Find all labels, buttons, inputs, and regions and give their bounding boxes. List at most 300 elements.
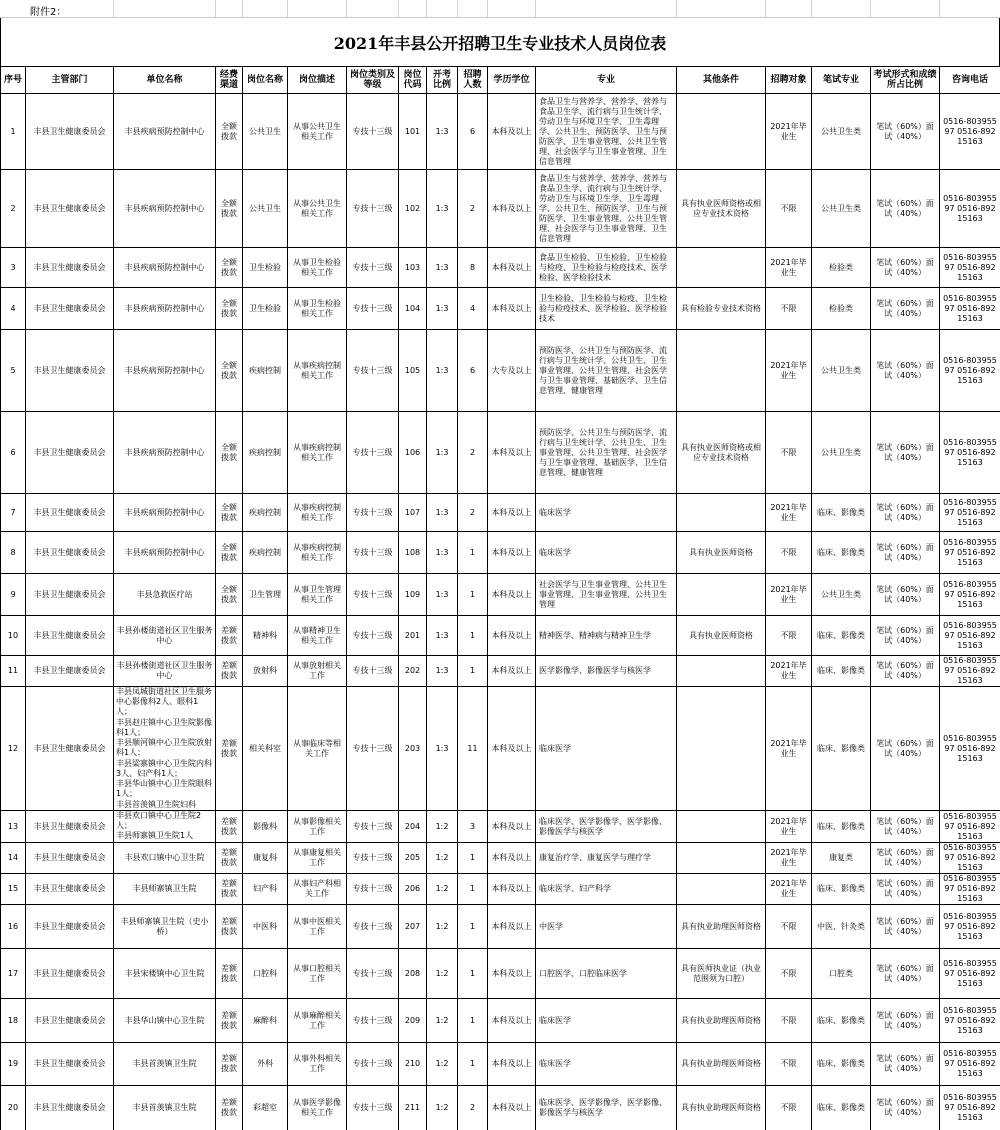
department: 丰县卫生健康委员会 xyxy=(26,574,114,616)
funding-type: 差额拨款 xyxy=(216,999,243,1043)
other-conditions: 具有执业医师资格 xyxy=(677,532,766,574)
table-row xyxy=(1,1086,1000,1130)
recruit-target: 不限 xyxy=(766,616,812,656)
unit-name-line: 丰县顺河镇中心卫生院放射科1人； xyxy=(116,738,213,758)
department: 丰县卫生健康委员会 xyxy=(26,94,114,170)
post-description: 从事卫生检验相关工作 xyxy=(288,248,347,288)
exam-form: 笔试（60%）面试（40%） xyxy=(871,874,940,905)
exam-ratio: 1:2 xyxy=(427,874,458,905)
recruit-target: 2021年毕业生 xyxy=(766,811,812,843)
major: 临床医学 xyxy=(536,999,677,1043)
department: 丰县卫生健康委员会 xyxy=(26,999,114,1043)
row-number: 7 xyxy=(1,494,26,532)
post-code: 211 xyxy=(399,1086,427,1130)
department: 丰县卫生健康委员会 xyxy=(26,905,114,949)
table-row xyxy=(1,616,1000,656)
exam-form: 笔试（60%）面试（40%） xyxy=(871,656,940,687)
written-exam-major: 临床、影像类 xyxy=(812,1043,871,1086)
col-header: 岗位代码 xyxy=(399,67,427,94)
education: 本科及以上 xyxy=(488,616,536,656)
table-row xyxy=(1,532,1000,574)
department: 丰县卫生健康委员会 xyxy=(26,656,114,687)
grid-line xyxy=(287,0,288,18)
col-header: 经费渠道 xyxy=(216,67,243,94)
education: 本科及以上 xyxy=(488,170,536,248)
funding-type: 全额拨款 xyxy=(216,248,243,288)
hire-count: 2 xyxy=(458,1086,488,1130)
post-level: 专技十三级 xyxy=(347,656,399,687)
major: 临床医学 xyxy=(536,687,677,811)
post-name: 彩超室 xyxy=(243,1086,288,1130)
exam-ratio: 1:3 xyxy=(427,656,458,687)
exam-form: 笔试（60%）面试（40%） xyxy=(871,1043,940,1086)
post-code: 208 xyxy=(399,949,427,999)
post-code: 102 xyxy=(399,170,427,248)
exam-form: 笔试（60%）面试（40%） xyxy=(871,616,940,656)
exam-ratio: 1:2 xyxy=(427,843,458,874)
department: 丰县卫生健康委员会 xyxy=(26,170,114,248)
hire-count: 1 xyxy=(458,656,488,687)
post-description: 从事医学影像相关工作 xyxy=(288,1086,347,1130)
other-conditions: 具有执业医师资格或相应专业技术资格 xyxy=(677,412,766,494)
post-level: 专技十三级 xyxy=(347,874,399,905)
post-name: 公共卫生 xyxy=(243,94,288,170)
exam-form: 笔试（60%）面试（40%） xyxy=(871,687,940,811)
written-exam-major: 临床、影像类 xyxy=(812,811,871,843)
unit-name: 丰县首羡镇卫生院 xyxy=(114,1043,216,1086)
post-name: 相关科室 xyxy=(243,687,288,811)
recruit-target: 2021年毕业生 xyxy=(766,687,812,811)
unit-name: 丰县疾病预防控制中心 xyxy=(114,288,216,330)
education: 本科及以上 xyxy=(488,574,536,616)
exam-ratio: 1:3 xyxy=(427,494,458,532)
post-code: 206 xyxy=(399,874,427,905)
table-row xyxy=(1,811,1000,843)
recruit-target: 2021年毕业生 xyxy=(766,874,812,905)
grid-line xyxy=(457,0,458,18)
post-level: 专技十三级 xyxy=(347,170,399,248)
funding-type: 差额拨款 xyxy=(216,1043,243,1086)
written-exam-major: 临床、影像类 xyxy=(812,999,871,1043)
post-level: 专技十三级 xyxy=(347,843,399,874)
post-code: 108 xyxy=(399,532,427,574)
unit-name: 丰县首羡镇卫生院 xyxy=(114,1086,216,1130)
major: 预防医学、公共卫生与预防医学、流行病与卫生统计学、公共卫生、卫生事业管理、公共卫生管理、社会医学与卫生事业管理、基础医学、卫生信息管理、健康管理 xyxy=(536,330,677,412)
post-level: 专技十三级 xyxy=(347,330,399,412)
post-description: 从事放射相关工作 xyxy=(288,656,347,687)
post-code: 104 xyxy=(399,288,427,330)
hire-count: 4 xyxy=(458,288,488,330)
exam-ratio: 1:2 xyxy=(427,949,458,999)
recruit-target: 不限 xyxy=(766,949,812,999)
col-header: 开考比例 xyxy=(427,67,458,94)
row-number: 10 xyxy=(1,616,26,656)
other-conditions xyxy=(677,843,766,874)
exam-ratio: 1:3 xyxy=(427,532,458,574)
major: 临床医学 xyxy=(536,532,677,574)
funding-type: 差额拨款 xyxy=(216,1086,243,1130)
exam-ratio: 1:3 xyxy=(427,616,458,656)
unit-name-line: 丰县赵庄镇中心卫生院影像科1人； xyxy=(116,718,213,738)
other-conditions xyxy=(677,94,766,170)
row-number: 1 xyxy=(1,94,26,170)
post-code: 207 xyxy=(399,905,427,949)
education: 本科及以上 xyxy=(488,288,536,330)
table-row xyxy=(1,949,1000,999)
contact-phone: 0516-80395597 0516-89215163 xyxy=(940,811,1000,843)
other-conditions: 具有检验专业技术资格 xyxy=(677,288,766,330)
contact-phone: 0516-80395597 0516-89215163 xyxy=(940,999,1000,1043)
funding-type: 差额拨款 xyxy=(216,949,243,999)
post-code: 210 xyxy=(399,1043,427,1086)
col-header: 招聘人数 xyxy=(458,67,488,94)
grid-line xyxy=(811,0,812,18)
post-level: 专技十三级 xyxy=(347,94,399,170)
exam-ratio: 1:3 xyxy=(427,574,458,616)
table-row xyxy=(1,874,1000,905)
hire-count: 1 xyxy=(458,843,488,874)
hire-count: 1 xyxy=(458,574,488,616)
exam-form: 笔试（60%）面试（40%） xyxy=(871,170,940,248)
department: 丰县卫生健康委员会 xyxy=(26,494,114,532)
col-header: 招聘对象 xyxy=(766,67,812,94)
unit-name-line: 丰县欢口镇中心卫生院2人； xyxy=(116,811,213,831)
recruit-target: 2021年毕业生 xyxy=(766,248,812,288)
row-number: 4 xyxy=(1,288,26,330)
grid-line xyxy=(242,0,243,18)
contact-phone: 0516-80395597 0516-89215163 xyxy=(940,574,1000,616)
education: 本科及以上 xyxy=(488,999,536,1043)
post-code: 203 xyxy=(399,687,427,811)
contact-phone: 0516-80395597 0516-89215163 xyxy=(940,288,1000,330)
department: 丰县卫生健康委员会 xyxy=(26,616,114,656)
exam-form: 笔试（60%）面试（40%） xyxy=(871,494,940,532)
exam-form: 笔试（60%）面试（40%） xyxy=(871,94,940,170)
post-code: 105 xyxy=(399,330,427,412)
post-name: 疾病控制 xyxy=(243,330,288,412)
written-exam-major: 临床、影像类 xyxy=(812,532,871,574)
education: 本科及以上 xyxy=(488,843,536,874)
exam-form: 笔试（60%）面试（40%） xyxy=(871,574,940,616)
unit-name: 丰县疾病预防控制中心 xyxy=(114,94,216,170)
contact-phone: 0516-80395597 0516-89215163 xyxy=(940,949,1000,999)
exam-form: 笔试（60%）面试（40%） xyxy=(871,843,940,874)
post-description: 从事外科相关工作 xyxy=(288,1043,347,1086)
other-conditions xyxy=(677,248,766,288)
row-number: 17 xyxy=(1,949,26,999)
recruit-target: 2021年毕业生 xyxy=(766,330,812,412)
major: 临床医学 xyxy=(536,494,677,532)
exam-ratio: 1:2 xyxy=(427,1086,458,1130)
funding-type: 全额拨款 xyxy=(216,94,243,170)
col-header: 笔试专业 xyxy=(812,67,871,94)
major: 临床医学、妇产科学 xyxy=(536,874,677,905)
other-conditions: 具有执业助理医师资格 xyxy=(677,1043,766,1086)
department: 丰县卫生健康委员会 xyxy=(26,412,114,494)
education: 本科及以上 xyxy=(488,248,536,288)
contact-phone: 0516-80395597 0516-89215163 xyxy=(940,1043,1000,1086)
exam-ratio: 1:2 xyxy=(427,999,458,1043)
contact-phone: 0516-80395597 0516-89215163 xyxy=(940,616,1000,656)
department: 丰县卫生健康委员会 xyxy=(26,874,114,905)
col-header: 主管部门 xyxy=(26,67,114,94)
major: 社会医学与卫生事业管理、公共卫生事业管理、卫生事业管理、公共卫生管理 xyxy=(536,574,677,616)
recruit-target: 2021年毕业生 xyxy=(766,656,812,687)
exam-ratio: 1:3 xyxy=(427,412,458,494)
contact-phone: 0516-80395597 0516-89215163 xyxy=(940,843,1000,874)
post-level: 专技十三级 xyxy=(347,532,399,574)
written-exam-major: 临床、影像类 xyxy=(812,494,871,532)
funding-type: 差额拨款 xyxy=(216,811,243,843)
written-exam-major: 临床、影像类 xyxy=(812,1086,871,1130)
hire-count: 1 xyxy=(458,949,488,999)
post-level: 专技十三级 xyxy=(347,494,399,532)
col-header: 序号 xyxy=(1,67,26,94)
post-name: 放射科 xyxy=(243,656,288,687)
major: 中医学 xyxy=(536,905,677,949)
unit-name xyxy=(114,687,216,811)
other-conditions xyxy=(677,494,766,532)
post-code: 103 xyxy=(399,248,427,288)
education: 本科及以上 xyxy=(488,874,536,905)
major: 食品卫生与营养学、营养学、营养与食品卫生学、流行病与卫生统计学、劳动卫生与环境卫生学、卫生毒理学、公共卫生、预防医学、卫生与预防医学、卫生事业管理、公共卫生管理、社会医学与卫生事业管理、卫生信息管理 xyxy=(536,94,677,170)
recruit-target: 2021年毕业生 xyxy=(766,843,812,874)
row-number: 2 xyxy=(1,170,26,248)
grid-line xyxy=(487,0,488,18)
hire-count: 8 xyxy=(458,248,488,288)
post-code: 107 xyxy=(399,494,427,532)
hire-count: 2 xyxy=(458,494,488,532)
col-header: 学历学位 xyxy=(488,67,536,94)
major: 食品卫生与营养学、营养学、营养与食品卫生学、流行病与卫生统计学、劳动卫生与环境卫生学、卫生毒理学、公共卫生、预防医学、卫生与预防医学、卫生事业管理、公共卫生管理、社会医学与卫生事业管理、卫生信息管理 xyxy=(536,170,677,248)
funding-type: 全额拨款 xyxy=(216,412,243,494)
other-conditions: 具有医师执业证（执业范围须为口腔） xyxy=(677,949,766,999)
post-level: 专技十三级 xyxy=(347,248,399,288)
table-row xyxy=(1,687,1000,811)
funding-type: 全额拨款 xyxy=(216,574,243,616)
department: 丰县卫生健康委员会 xyxy=(26,1086,114,1130)
unit-name: 丰县孙楼街道社区卫生服务中心 xyxy=(114,656,216,687)
major: 食品卫生检验、卫生检验、卫生检验与检疫、卫生检验与检疫技术、医学检验、医学检验技术 xyxy=(536,248,677,288)
post-level: 专技十三级 xyxy=(347,999,399,1043)
contact-phone: 0516-80395597 0516-89215163 xyxy=(940,494,1000,532)
education: 本科及以上 xyxy=(488,1086,536,1130)
post-description: 从事妇产科相关工作 xyxy=(288,874,347,905)
unit-name: 丰县疾病预防控制中心 xyxy=(114,532,216,574)
unit-name xyxy=(114,811,216,843)
recruit-target: 不限 xyxy=(766,1043,812,1086)
exam-form: 笔试（60%）面试（40%） xyxy=(871,999,940,1043)
grid-line xyxy=(113,0,114,18)
post-level: 专技十三级 xyxy=(347,288,399,330)
row-number: 8 xyxy=(1,532,26,574)
written-exam-major: 检验类 xyxy=(812,248,871,288)
table-row xyxy=(1,843,1000,874)
grid-line xyxy=(939,0,940,18)
post-level: 专技十三级 xyxy=(347,1086,399,1130)
col-header: 岗位名称 xyxy=(243,67,288,94)
education: 本科及以上 xyxy=(488,905,536,949)
post-name: 精神科 xyxy=(243,616,288,656)
table-row xyxy=(1,412,1000,494)
contact-phone: 0516-80395597 0516-89215163 xyxy=(940,94,1000,170)
post-name: 卫生检验 xyxy=(243,248,288,288)
recruit-target: 不限 xyxy=(766,532,812,574)
recruit-target: 2021年毕业生 xyxy=(766,574,812,616)
major: 精神医学、精神病与精神卫生学 xyxy=(536,616,677,656)
major: 临床医学、医学影像学、医学影像、影像医学与核医学 xyxy=(536,1086,677,1130)
row-number: 16 xyxy=(1,905,26,949)
grid-line xyxy=(346,0,347,18)
hire-count: 1 xyxy=(458,874,488,905)
exam-form: 笔试（60%）面试（40%） xyxy=(871,330,940,412)
other-conditions: 具有执业助理医师资格 xyxy=(677,905,766,949)
exam-form: 笔试（60%）面试（40%） xyxy=(871,248,940,288)
recruit-target: 不限 xyxy=(766,288,812,330)
post-description: 从事精神卫生相关工作 xyxy=(288,616,347,656)
grid-line xyxy=(676,0,677,18)
post-name: 口腔科 xyxy=(243,949,288,999)
contact-phone: 0516-80395597 0516-89215163 xyxy=(940,1086,1000,1130)
row-number: 15 xyxy=(1,874,26,905)
education: 本科及以上 xyxy=(488,949,536,999)
post-level: 专技十三级 xyxy=(347,949,399,999)
row-number: 14 xyxy=(1,843,26,874)
other-conditions xyxy=(677,687,766,811)
post-description: 从事疾病控制相关工作 xyxy=(288,330,347,412)
post-code: 205 xyxy=(399,843,427,874)
department: 丰县卫生健康委员会 xyxy=(26,288,114,330)
unit-name: 丰县疾病预防控制中心 xyxy=(114,170,216,248)
post-description: 从事卫生检验相关工作 xyxy=(288,288,347,330)
table-row xyxy=(1,330,1000,412)
other-conditions xyxy=(677,874,766,905)
hire-count: 1 xyxy=(458,616,488,656)
post-code: 109 xyxy=(399,574,427,616)
other-conditions: 具有执业助理医师资格 xyxy=(677,999,766,1043)
post-level: 专技十三级 xyxy=(347,616,399,656)
grid-line xyxy=(215,0,216,18)
attachment-bar xyxy=(0,0,1000,18)
grid-line xyxy=(426,0,427,18)
post-code: 209 xyxy=(399,999,427,1043)
hire-count: 1 xyxy=(458,999,488,1043)
post-description: 从事疾病控制相关工作 xyxy=(288,532,347,574)
unit-name: 丰县师寨镇卫生院（史小桥） xyxy=(114,905,216,949)
col-header: 其他条件 xyxy=(677,67,766,94)
table-row xyxy=(1,656,1000,687)
education: 大专及以上 xyxy=(488,330,536,412)
table-row xyxy=(1,288,1000,330)
unit-name: 丰县欢口镇中心卫生院 xyxy=(114,843,216,874)
written-exam-major: 口腔类 xyxy=(812,949,871,999)
education: 本科及以上 xyxy=(488,811,536,843)
post-name: 疾病控制 xyxy=(243,494,288,532)
post-name: 影像科 xyxy=(243,811,288,843)
post-code: 201 xyxy=(399,616,427,656)
hire-count: 1 xyxy=(458,532,488,574)
other-conditions: 具有执业助理医师资格 xyxy=(677,1086,766,1130)
department: 丰县卫生健康委员会 xyxy=(26,843,114,874)
post-level: 专技十三级 xyxy=(347,412,399,494)
grid-line xyxy=(765,0,766,18)
row-number: 19 xyxy=(1,1043,26,1086)
hire-count: 6 xyxy=(458,330,488,412)
row-number: 18 xyxy=(1,999,26,1043)
attachment-label: 附件2： xyxy=(30,3,66,18)
unit-name: 丰县师寨镇卫生院 xyxy=(114,874,216,905)
row-number: 13 xyxy=(1,811,26,843)
exam-form: 笔试（60%）面试（40%） xyxy=(871,905,940,949)
hire-count: 2 xyxy=(458,412,488,494)
funding-type: 差额拨款 xyxy=(216,656,243,687)
contact-phone: 0516-80395597 0516-89215163 xyxy=(940,656,1000,687)
unit-name-line: 丰县首羡镇卫生院妇科 xyxy=(116,800,213,810)
hire-count: 11 xyxy=(458,687,488,811)
recruit-target: 2021年毕业生 xyxy=(766,94,812,170)
funding-type: 全额拨款 xyxy=(216,330,243,412)
post-name: 外科 xyxy=(243,1043,288,1086)
post-description: 从事卫生管理相关工作 xyxy=(288,574,347,616)
unit-name-line: 丰县师寨镇卫生院1人 xyxy=(116,831,213,841)
written-exam-major: 临床、影像类 xyxy=(812,874,871,905)
written-exam-major: 公共卫生类 xyxy=(812,94,871,170)
post-name: 康复科 xyxy=(243,843,288,874)
exam-form: 笔试（60%）面试（40%） xyxy=(871,811,940,843)
post-description: 从事中医相关工作 xyxy=(288,905,347,949)
unit-name: 丰县孙楼街道社区卫生服务中心 xyxy=(114,616,216,656)
col-header: 岗位描述 xyxy=(288,67,347,94)
row-number: 6 xyxy=(1,412,26,494)
funding-type: 差额拨款 xyxy=(216,843,243,874)
exam-form: 笔试（60%）面试（40%） xyxy=(871,532,940,574)
education: 本科及以上 xyxy=(488,1043,536,1086)
funding-type: 全额拨款 xyxy=(216,170,243,248)
department: 丰县卫生健康委员会 xyxy=(26,248,114,288)
col-header: 单位名称 xyxy=(114,67,216,94)
exam-ratio: 1:2 xyxy=(427,1043,458,1086)
funding-type: 差额拨款 xyxy=(216,616,243,656)
funding-type: 全额拨款 xyxy=(216,494,243,532)
other-conditions xyxy=(677,330,766,412)
col-header: 专业 xyxy=(536,67,677,94)
funding-type: 差额拨款 xyxy=(216,687,243,811)
post-code: 204 xyxy=(399,811,427,843)
table-row xyxy=(1,999,1000,1043)
col-header: 岗位类别及等级 xyxy=(347,67,399,94)
post-level: 专技十三级 xyxy=(347,1043,399,1086)
post-code: 106 xyxy=(399,412,427,494)
post-name: 疾病控制 xyxy=(243,412,288,494)
major: 临床医学 xyxy=(536,1043,677,1086)
contact-phone: 0516-80395597 0516-89215163 xyxy=(940,687,1000,811)
written-exam-major: 检验类 xyxy=(812,288,871,330)
recruit-target: 不限 xyxy=(766,905,812,949)
recruit-target: 不限 xyxy=(766,1086,812,1130)
row-number: 9 xyxy=(1,574,26,616)
hire-count: 1 xyxy=(458,905,488,949)
written-exam-major: 公共卫生类 xyxy=(812,170,871,248)
other-conditions xyxy=(677,811,766,843)
post-description: 从事麻醉相关工作 xyxy=(288,999,347,1043)
contact-phone: 0516-80395597 0516-89215163 xyxy=(940,905,1000,949)
post-code: 101 xyxy=(399,94,427,170)
unit-name-line: 丰县华山镇中心卫生院眼科1人； xyxy=(116,779,213,799)
post-name: 卫生检验 xyxy=(243,288,288,330)
post-level: 专技十三级 xyxy=(347,811,399,843)
post-description: 从事临床等相关工作 xyxy=(288,687,347,811)
page-title: 2021年丰县公开招聘卫生专业技术人员岗位表 xyxy=(0,18,1000,66)
